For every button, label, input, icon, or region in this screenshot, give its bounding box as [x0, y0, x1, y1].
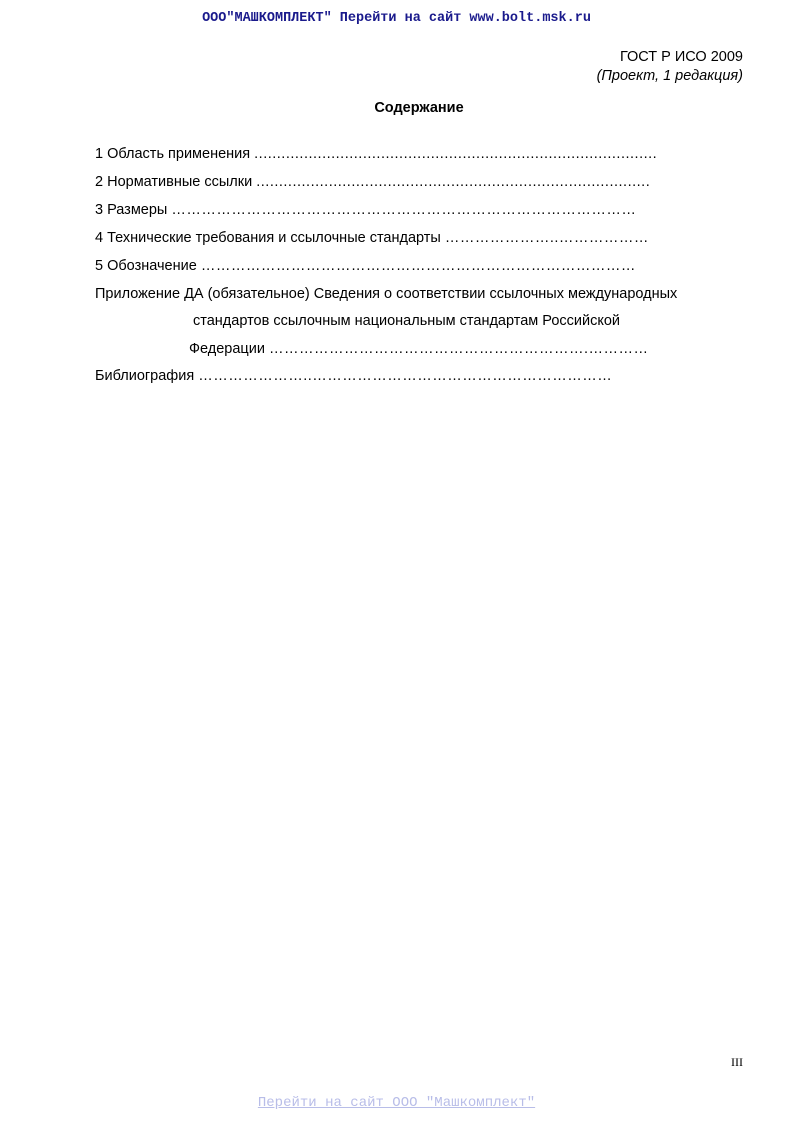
- toc-item-label: стандартов ссылочным национальным стандартам Российской: [193, 313, 620, 329]
- toc-item-label: 3 Размеры: [95, 202, 168, 218]
- toc-leader-dots: …………………..……………………………………………………: [198, 368, 613, 384]
- standard-header: [597, 48, 743, 86]
- toc-item-label: Библиография: [95, 368, 195, 384]
- toc-item-dimensions[interactable]: [95, 200, 636, 220]
- standard-status: (Проект, 1 редакция): [596, 68, 743, 84]
- bottom-site-link[interactable]: Перейти на сайт ООО "Машкомплект": [257, 1095, 536, 1111]
- toc-item-normative-references[interactable]: [95, 172, 650, 192]
- top-site-link[interactable]: ООО"МАШКОМПЛЕКТ" Перейти на сайт www.bolt.msk.ru: [202, 11, 591, 26]
- toc-item-appendix-line-1[interactable]: [95, 284, 677, 304]
- toc-leader-dots: .........................................................................................: [254, 146, 658, 162]
- toc-item-designation[interactable]: [95, 256, 636, 276]
- toc-item-label: Федерации: [189, 341, 265, 357]
- toc-leader-dots: ……………………………………………………….…………: [268, 341, 649, 357]
- toc-item-label: Приложение ДА (обязательное) Сведения о соответствии ссылочных международных: [95, 286, 678, 302]
- toc-item-label: 2 Нормативные ссылки: [95, 174, 253, 190]
- toc-title: Содержание: [374, 100, 464, 116]
- toc-item-bibliography[interactable]: [95, 366, 612, 386]
- page-number: III: [731, 1055, 743, 1069]
- toc-item-technical-requirements[interactable]: [95, 228, 649, 248]
- toc-item-appendix-line-2[interactable]: [193, 311, 620, 331]
- toc-item-label: 4 Технические требования и ссылочные стандарты: [95, 230, 441, 246]
- standard-code: ГОСТ Р ИСО 2009: [619, 49, 743, 65]
- toc-item-label: 5 Обозначение: [95, 258, 197, 274]
- toc-leader-dots: …………………………………………………………………………………: [171, 202, 637, 218]
- toc-leader-dots: ……………………………………………………………………………: [200, 258, 636, 274]
- toc-leader-dots: …………………..………………: [444, 230, 649, 246]
- toc-leader-dots: .......................................................................................: [256, 174, 651, 190]
- toc-item-label: 1 Область применения: [95, 146, 251, 162]
- toc-item-scope[interactable]: [95, 144, 657, 164]
- toc-item-appendix-line-3[interactable]: [189, 339, 649, 359]
